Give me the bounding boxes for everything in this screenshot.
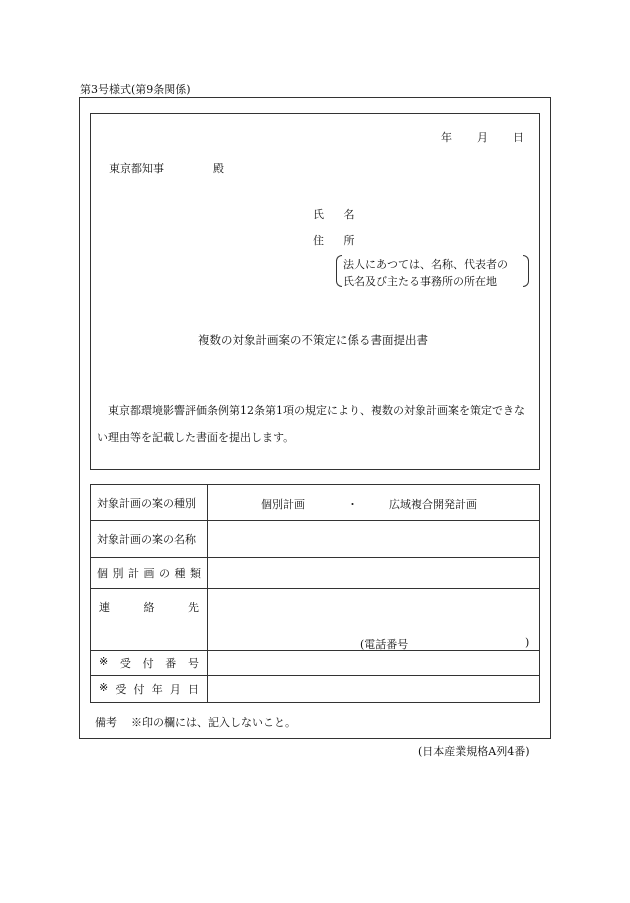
corporate-note <box>336 254 529 288</box>
applicant-name-label: 氏 名 <box>313 208 363 221</box>
plan-type-separator: ・ <box>347 498 358 511</box>
details-table <box>90 484 540 703</box>
table-row <box>91 651 539 676</box>
label-char: 付 <box>142 657 154 670</box>
row-label-cell <box>91 676 208 702</box>
label-char: の <box>159 567 170 580</box>
label-char: ※ <box>99 681 109 694</box>
paper-size-note: (日本産業規格A列4番) <box>418 745 530 758</box>
label-char: 絡 <box>143 601 155 615</box>
plan-name-label: 対象計画の案の名称 <box>97 533 196 546</box>
label-char: 番 <box>165 657 177 670</box>
label-char: 類 <box>190 567 201 580</box>
remarks-text: ※印の欄には、記入しないこと。 <box>131 716 296 729</box>
bracket-left <box>336 255 342 287</box>
document-title: 複数の対象計画案の不策定に係る書面提出書 <box>198 333 428 347</box>
row-label-cell <box>91 521 208 557</box>
receipt-number-label <box>97 655 201 671</box>
honorific: 殿 <box>213 162 224 175</box>
label-char: ※ <box>99 655 109 668</box>
label-char: 種 <box>174 567 186 580</box>
plan-type-label: 対象計画の案の種別 <box>97 496 196 510</box>
label-char: 計 <box>128 567 139 580</box>
corporate-note-line2: 氏名及び主たる事務所の所在地 <box>343 275 497 288</box>
applicant-address-label: 住 所 <box>313 234 363 247</box>
label-char: 受 <box>115 683 127 696</box>
row-label-cell <box>91 651 208 675</box>
label-char: 日 <box>188 683 199 696</box>
row-label-cell <box>91 485 208 520</box>
date-year: 年 <box>441 131 452 144</box>
declaration-body: 東京都環境影響評価条例第12条第1項の規定により、複数の対象計画案を策定できない理由等を記載した書面を提出します。 <box>97 404 525 444</box>
label-char: 連 <box>99 601 110 615</box>
row-label-cell <box>91 589 208 650</box>
label-char: 先 <box>188 601 199 615</box>
label-char: 別 <box>112 567 124 580</box>
date-day: 日 <box>513 131 524 144</box>
table-row <box>91 676 539 702</box>
date-month: 月 <box>477 131 488 144</box>
phone-label: (電話番号 <box>360 638 409 651</box>
label-char: 号 <box>187 657 199 670</box>
plan-type-option-individual: 個別計画 <box>261 498 305 511</box>
label-char: 年 <box>151 683 163 696</box>
row-label-cell <box>91 558 208 588</box>
plan-kind-label <box>97 565 201 581</box>
addressee: 東京都知事 <box>109 162 164 175</box>
plan-type-option-wide-area: 広域複合開発計画 <box>389 498 477 511</box>
contact-label <box>97 599 201 615</box>
label-char: 月 <box>169 683 181 696</box>
bracket-right <box>523 255 529 287</box>
table-row <box>91 521 539 558</box>
label-char: 個 <box>97 567 108 580</box>
receipt-date-label <box>97 681 201 697</box>
label-char: 受 <box>119 657 131 670</box>
label-char: 付 <box>133 683 145 696</box>
table-row <box>91 589 539 651</box>
label-char: 画 <box>143 567 155 580</box>
table-row <box>91 558 539 589</box>
remarks-label: 備考 <box>95 716 117 729</box>
phone-close-paren: ) <box>525 636 530 649</box>
corporate-note-line1: 法人にあつては、名称、代表者の <box>343 258 508 271</box>
form-id: 第3号様式(第9条関係) <box>80 83 191 96</box>
